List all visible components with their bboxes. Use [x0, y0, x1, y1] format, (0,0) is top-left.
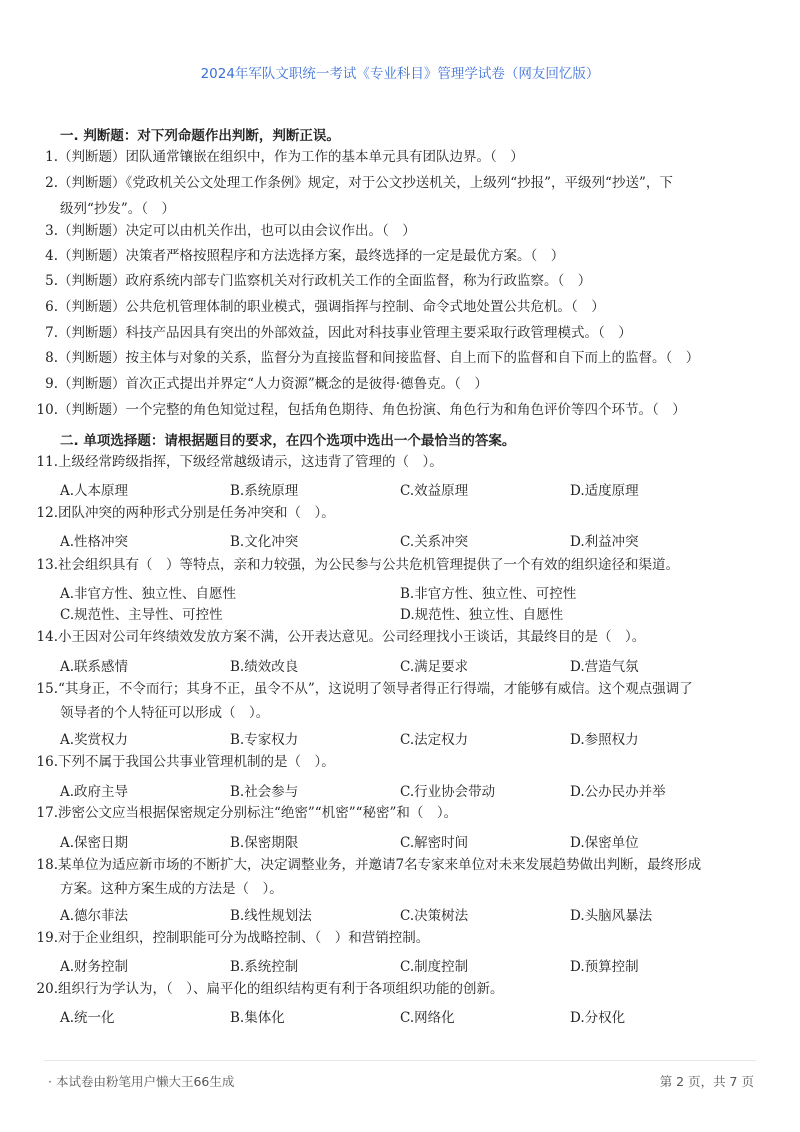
question-14	[36, 625, 766, 649]
question-text-continued: 方案。这种方案生成的方法是（ ）。	[60, 881, 283, 897]
option-a: A.联系感情	[60, 659, 129, 675]
question-number: 18.	[36, 857, 58, 873]
question-number: 4.	[45, 248, 58, 264]
option-d: D.规范性、独立性、自愿性	[400, 607, 564, 623]
option-c: C.决策树法	[400, 908, 469, 924]
question-2	[36, 170, 766, 222]
option-a: A.保密日期	[60, 835, 129, 851]
option-a: A.非官方性、独立性、自愿性	[60, 586, 237, 602]
question-text: （判断题）《党政机关公文处理工作条例》规定，对于公文抄送机关，上级列“抄报”，平级列“抄送”，下	[58, 175, 673, 191]
page-title: 2024年军队文职统一考试《专业科目》管理学试卷（网友回忆版）	[200, 66, 600, 82]
question-number: 20.	[36, 981, 58, 997]
question-text: （判断题）政府系统内部专门监察机关对行政机关工作的全面监督，称为行政监察。（ ）	[58, 273, 592, 289]
question-text: 组织行为学认为，（ ）、扁平化的组织结构更有利于各项组织功能的创新。	[58, 981, 504, 997]
question-12	[36, 501, 766, 525]
question-text: 下列不属于我国公共事业管理机制的是（ ）。	[58, 754, 335, 770]
question-text: （判断题）按主体与对象的关系，监督分为直接监督和间接监督、自上而下的监督和自下而上的监督。（ ）	[58, 350, 700, 366]
option-b: B.专家权力	[230, 732, 299, 748]
question-15	[36, 677, 766, 725]
option-d: D.分权化	[570, 1010, 626, 1026]
question-number: 19.	[36, 930, 58, 946]
question-4	[36, 243, 766, 269]
option-d: D.公办民办并举	[570, 784, 666, 800]
option-b: B.社会参与	[230, 784, 299, 800]
question-text: 对于企业组织，控制职能可分为战略控制、（ ）和营销控制。	[58, 930, 430, 946]
question-text: 某单位为适应新市场的不断扩大，决定调整业务，并邀请7名专家来单位对未来发展趋势做出判断，最终形成	[58, 857, 702, 873]
question-text: 上级经常跨级指挥，下级经常越级请示，这违背了管理的（ ）。	[58, 454, 443, 470]
footer-generator-note: · 本试卷由粉笔用户懒大王66生成	[48, 1074, 235, 1089]
page-number: 第 2 页，共 7 页	[659, 1074, 754, 1089]
question-3	[36, 218, 766, 244]
question-text: 小王因对公司年终绩效发放方案不满，公开表达意见。公司经理找小王谈话，其最终目的是（ ）。	[58, 629, 646, 645]
question-number: 12.	[36, 505, 58, 521]
option-a: A.财务控制	[60, 959, 129, 975]
section-heading-choice: 二. 单项选择题：请根据题目的要求，在四个选项中选出一个最恰当的答案。	[60, 433, 516, 449]
option-c: C.网络化	[400, 1010, 455, 1026]
question-number: 2.	[45, 175, 58, 191]
question-text: （判断题）公共危机管理体制的职业模式，强调指挥与控制、命令式地处置公共危机。（ ）	[58, 299, 605, 315]
question-7	[36, 320, 766, 346]
option-c: C.制度控制	[400, 959, 469, 975]
question-number: 9.	[45, 376, 58, 392]
option-c: C.关系冲突	[400, 534, 469, 550]
question-text: （判断题）科技产品因具有突出的外部效益，因此对科技事业管理主要采取行政管理模式。（ ）	[58, 325, 632, 341]
question-9	[36, 371, 766, 397]
question-17	[36, 801, 766, 825]
option-a: A.人本原理	[60, 483, 129, 499]
question-8	[36, 345, 766, 371]
question-16	[36, 750, 766, 774]
question-text: 涉密公文应当根据保密规定分别标注“绝密”“机密”“秘密”和（ ）。	[58, 805, 458, 821]
question-number: 5.	[45, 273, 58, 289]
question-number: 14.	[36, 629, 58, 645]
option-d: D.头脑风暴法	[570, 908, 653, 924]
footer-divider	[44, 1060, 756, 1061]
question-11	[36, 450, 766, 474]
question-number: 11.	[36, 454, 58, 470]
option-b: B.系统控制	[230, 959, 299, 975]
question-number: 15.	[36, 681, 58, 697]
question-18	[36, 853, 766, 901]
option-a: A.统一化	[60, 1010, 115, 1026]
question-text-continued: 领导者的个人特征可以形成（ ）。	[60, 705, 270, 721]
question-5	[36, 268, 766, 294]
option-b: B.系统原理	[230, 483, 299, 499]
question-text: 社会组织具有（ ）等特点，亲和力较强，为公民参与公共危机管理提供了一个有效的组织途径和渠道。	[58, 557, 679, 573]
question-number: 3.	[45, 223, 58, 239]
option-a: A.性格冲突	[60, 534, 129, 550]
option-d: D.保密单位	[570, 835, 639, 851]
option-c: C.规范性、主导性、可控性	[60, 607, 223, 623]
question-number: 1.	[45, 149, 58, 165]
question-number: 17.	[36, 805, 58, 821]
option-d: D.适度原理	[570, 483, 639, 499]
question-text: （判断题）决策者严格按照程序和方法选择方案，最终选择的一定是最优方案。（ ）	[58, 248, 565, 264]
option-c: C.满足要求	[400, 659, 469, 675]
question-number: 6.	[45, 299, 58, 315]
option-c: C.行业协会带动	[400, 784, 496, 800]
option-a: A.奖赏权力	[60, 732, 129, 748]
option-d: D.参照权力	[570, 732, 639, 748]
option-d: D.营造气氛	[570, 659, 639, 675]
question-text: （判断题）决定可以由机关作出，也可以由会议作出。（ ）	[58, 223, 416, 239]
question-6	[36, 294, 766, 320]
question-number: 8.	[45, 350, 58, 366]
question-13	[36, 553, 766, 577]
question-10	[36, 397, 766, 423]
option-c: C.效益原理	[400, 483, 469, 499]
option-b: B.非官方性、独立性、可控性	[400, 586, 577, 602]
section-heading-judgment: 一. 判断题：对下列命题作出判断，判断正误。	[60, 128, 340, 144]
question-text: （判断题）一个完整的角色知觉过程，包括角色期待、角色扮演、角色行为和角色评价等四个环节。（ ）	[58, 402, 686, 418]
option-b: B.文化冲突	[230, 534, 299, 550]
question-text: （判断题）首次正式提出并界定“人力资源”概念的是彼得·德鲁克。（ ）	[58, 376, 488, 392]
question-text-continued: 级列“抄发”。（ ）	[60, 201, 176, 217]
question-text: “其身正，不令而行；其身不正，虽令不从”，这说明了领导者得正行得端，才能够有威信。这个观点强调了	[58, 681, 693, 697]
option-a: A.德尔菲法	[60, 908, 129, 924]
option-b: B.集体化	[230, 1010, 285, 1026]
option-b: B.绩效改良	[230, 659, 299, 675]
question-19	[36, 926, 766, 950]
question-number: 7.	[45, 325, 58, 341]
option-b: B.线性规划法	[230, 908, 312, 924]
option-d: D.预算控制	[570, 959, 639, 975]
option-b: B.保密期限	[230, 835, 299, 851]
question-text: 团队冲突的两种形式分别是任务冲突和（ ）。	[58, 505, 335, 521]
question-number: 16.	[36, 754, 58, 770]
question-20	[36, 977, 766, 1001]
question-number: 10.	[36, 402, 58, 418]
option-c: C.法定权力	[400, 732, 469, 748]
question-text: （判断题）团队通常镶嵌在组织中，作为工作的基本单元具有团队边界。（ ）	[58, 149, 524, 165]
question-number: 13.	[36, 557, 58, 573]
option-c: C.解密时间	[400, 835, 469, 851]
question-1	[36, 144, 766, 170]
option-d: D.利益冲突	[570, 534, 639, 550]
option-a: A.政府主导	[60, 784, 129, 800]
